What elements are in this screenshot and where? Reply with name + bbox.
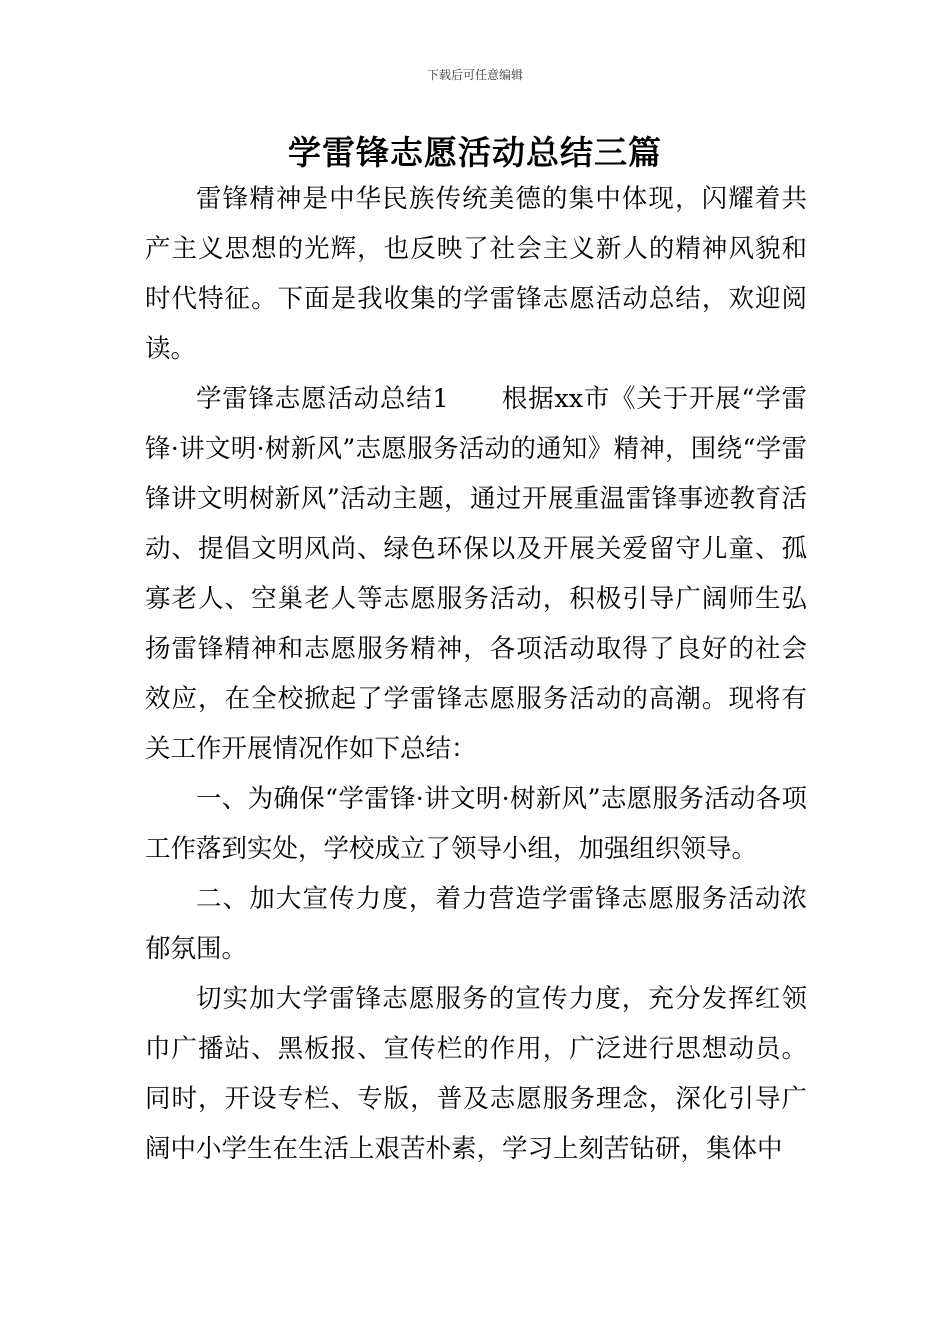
document-body: [145, 174, 807, 1174]
paragraph-intro: 雷锋精神是中华民族传统美德的集中体现，闪耀着共产主义思想的光辉，也反映了社会主义新人的精神风貌和时代特征。下面是我收集的学雷锋志愿活动总结，欢迎阅读。: [145, 184, 807, 364]
paragraph-section-2: 二、加大宣传力度，着力营造学雷锋志愿服务活动浓郁氛围。: [145, 884, 807, 964]
paragraph-publicity: 切实加大学雷锋志愿服务的宣传力度，充分发挥红领巾广播站、黑板报、宣传栏的作用，广泛进行思想动员。同时，开设专栏、专版，普及志愿服务理念，深化引导广阔中小学生在生活上艰苦朴素，学习上刻苦钻研，集体中: [145, 984, 807, 1164]
paragraph-section-1: 一、为确保“学雷锋·讲文明·树新风”志愿服务活动各项工作落到实处，学校成立了领导小组，加强组织领导。: [145, 784, 807, 864]
paragraph-summary-1: 学雷锋志愿活动总结1 根据xx市《关于开展“学雷锋·讲文明·树新风”志愿服务活动的通知》精神，围绕“学雷锋讲文明树新风”活动主题，通过开展重温雷锋事迹教育活动、提倡文明风尚、绿色环保以及开展关爱留守儿童、孤寡老人、空巢老人等志愿服务活动，积极引导广阔师生弘扬雷锋精神和志愿服务精神，各项活动取得了良好的社会效应，在全校掀起了学雷锋志愿服务活动的高潮。现将有关工作开展情况作如下总结：: [145, 384, 807, 764]
document-title: 学雷锋志愿活动总结三篇: [288, 133, 662, 172]
header-note: 下载后可任意编辑: [426, 68, 523, 82]
